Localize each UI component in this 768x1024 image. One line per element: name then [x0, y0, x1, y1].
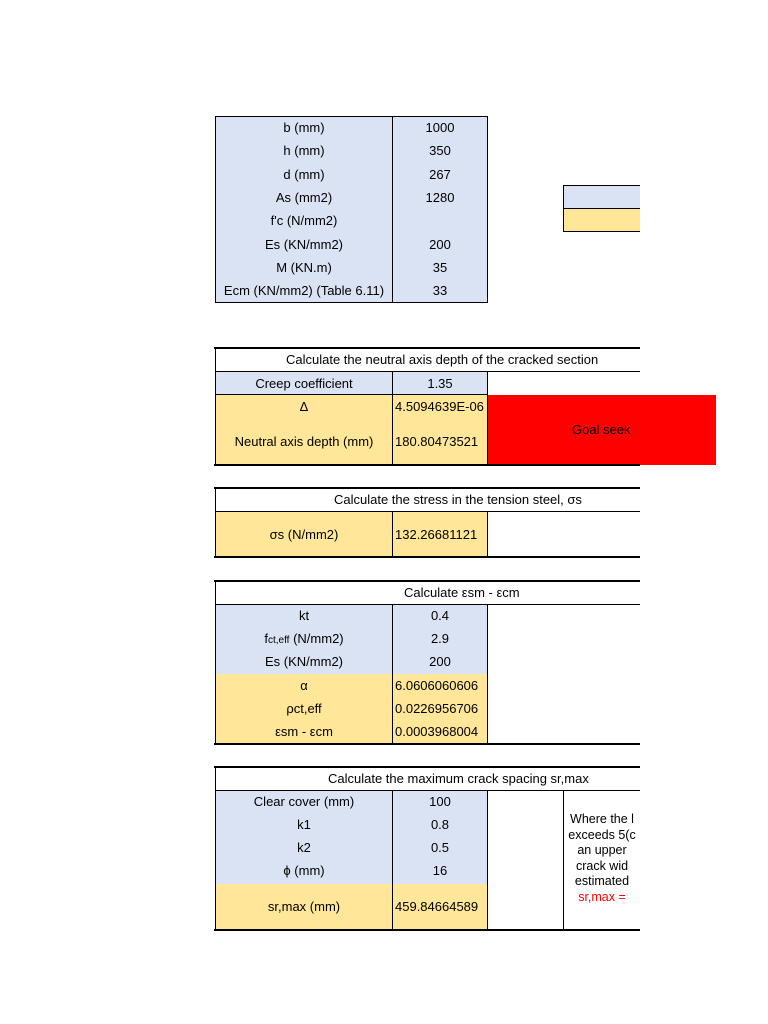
input-value[interactable]: 35 [432, 259, 448, 275]
input-label: h (mm) [283, 143, 325, 159]
fct-eff-label: f ct,eff (N/mm2) [264, 631, 344, 646]
kt-label: kt [298, 608, 310, 623]
stress-title: Calculate the stress in the tension steel, σs [334, 492, 582, 507]
cover-value[interactable]: 100 [429, 794, 451, 809]
creep-value[interactable]: 1.35 [427, 376, 453, 391]
input-label: Es (KN/mm2) [265, 236, 343, 252]
eps-value[interactable]: 0.0003968004 [395, 724, 479, 739]
goal-seek-label[interactable]: Goal seek [572, 422, 631, 437]
alpha-value[interactable]: 6.0606060606 [395, 678, 479, 693]
fct-eff-value[interactable]: 2.9 [430, 631, 450, 646]
neutral-axis-depth-value[interactable]: 180.80473521 [395, 433, 479, 449]
neutral-axis-depth-label: Neutral axis depth (mm) [234, 433, 374, 449]
input-value[interactable] [393, 209, 487, 232]
alpha-label: α [300, 678, 308, 693]
k1-value[interactable]: 0.8 [430, 817, 450, 832]
phi-label: ϕ (mm) [283, 863, 325, 878]
delta-label: Δ [299, 399, 309, 414]
spacing-title: Calculate the maximum crack spacing sr,max [328, 771, 589, 786]
input-value[interactable]: 350 [429, 143, 451, 159]
es-value[interactable]: 200 [429, 654, 451, 669]
rho-value[interactable]: 0.0226956706 [395, 701, 479, 716]
spacing-note: Where the l exceeds 5(c an upper crack wid estimated sr,max = [568, 812, 636, 904]
rho-label: ρct,eff [286, 701, 322, 716]
input-label: M (KN.m) [276, 259, 332, 275]
input-label: Ecm (KN/mm2) (Table 6.11) [223, 283, 385, 299]
input-label: b (mm) [283, 120, 325, 135]
input-label: As (mm2) [275, 189, 333, 205]
sr-max-label: sr,max (mm) [267, 899, 341, 914]
sigma-s-value[interactable]: 132.26681121 [395, 527, 478, 542]
cover-label: Clear cover (mm) [253, 794, 355, 809]
k2-label: k2 [297, 840, 311, 855]
neutral-axis-title: Calculate the neutral axis depth of the cracked section [286, 352, 599, 367]
kt-value[interactable]: 0.4 [430, 608, 450, 623]
creep-label: Creep coefficient [255, 376, 353, 391]
eps-label: εsm - εcm [275, 724, 333, 739]
legend-output-swatch [564, 208, 640, 231]
strain-title: Calculate εsm - εcm [404, 585, 520, 600]
input-value[interactable]: 33 [432, 283, 448, 299]
input-value[interactable]: 1280 [425, 189, 455, 205]
k2-value[interactable]: 0.5 [430, 840, 450, 855]
input-label: f'c (N/mm2) [270, 213, 338, 229]
delta-value[interactable]: 4.5094639E-06 [395, 399, 484, 414]
input-value[interactable]: 1000 [425, 120, 455, 135]
es-label: Es (KN/mm2) [265, 654, 343, 669]
sigma-s-label: σs (N/mm2) [269, 527, 339, 542]
input-label: d (mm) [283, 166, 325, 182]
input-value[interactable]: 200 [429, 236, 451, 252]
legend-input-swatch [564, 185, 640, 208]
phi-value[interactable]: 16 [432, 863, 448, 878]
input-value[interactable]: 267 [429, 166, 451, 182]
sr-max-value[interactable]: 459.84664589 [395, 899, 479, 914]
k1-label: k1 [297, 817, 311, 832]
